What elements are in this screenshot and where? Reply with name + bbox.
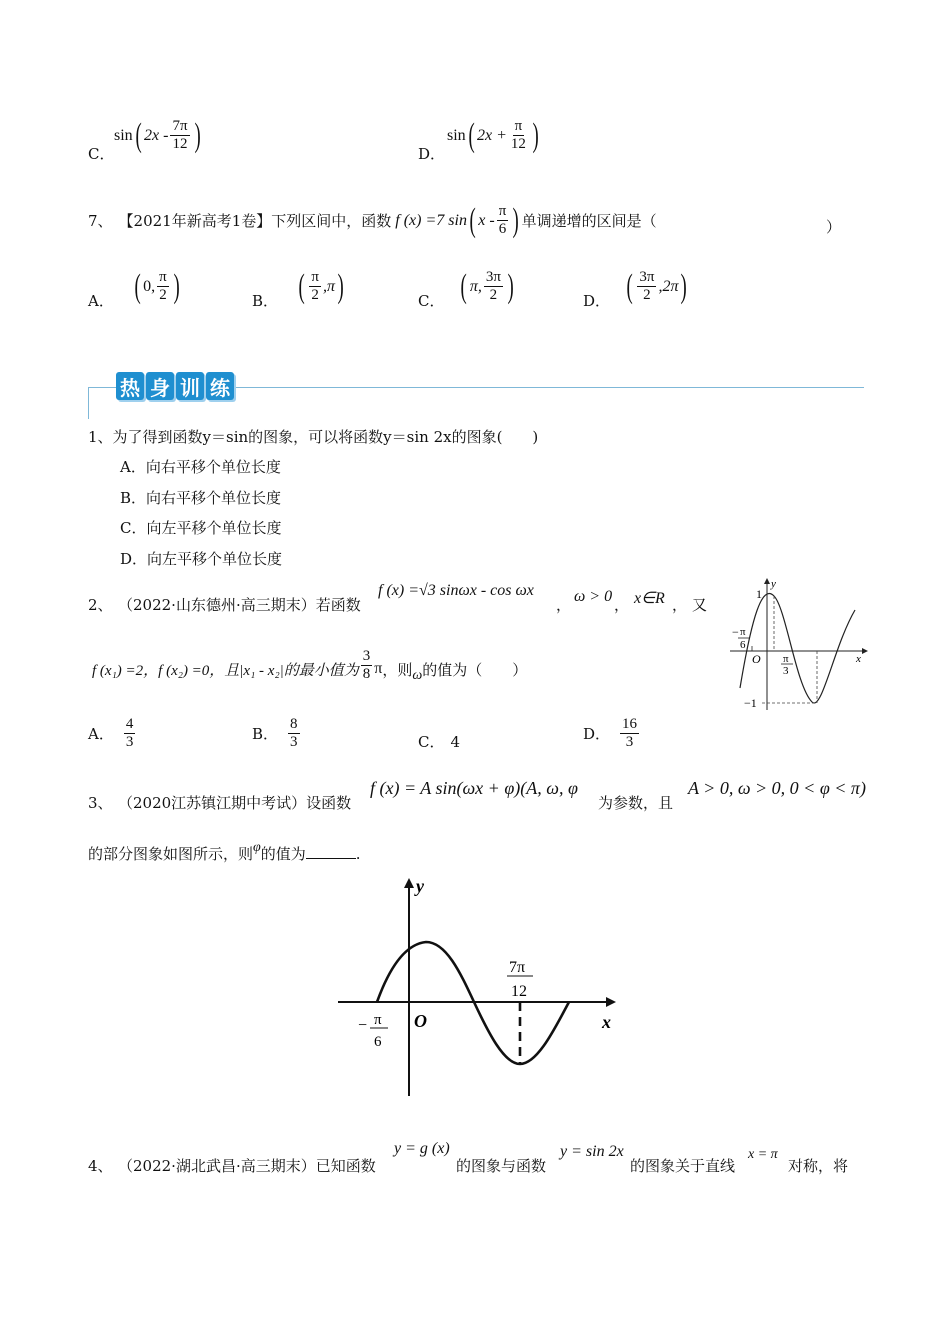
q2-graph-x-arrow <box>862 648 868 654</box>
q2-option-b-den: 3 <box>290 734 298 750</box>
option-d-label: D． <box>418 145 446 163</box>
q7-option-a-label: A． <box>88 292 114 310</box>
q4-mid1: 的图象与函数 <box>456 1157 547 1175</box>
q2-source: （2022·山东德州·高三期末）若函数 <box>118 596 361 614</box>
q1-text: 为了得到函数y＝sin的图象，可以将函数y＝sin 2x的图象( ) <box>112 428 539 446</box>
q7-source: 【2021年新高考1卷】 <box>118 212 272 230</box>
q3-cond: A > 0, ω > 0, 0 < φ < π) <box>688 778 866 798</box>
option-d-num: π <box>514 118 523 134</box>
q7-func-lhs: f (x) =7 sin <box>395 211 467 229</box>
q2-option-c <box>418 731 460 752</box>
q2-option-d <box>583 716 641 751</box>
q7-option-b-num: π <box>311 269 319 285</box>
q2-option-c-value: 4 <box>450 733 461 751</box>
q3-graph-y-label: y <box>416 876 424 896</box>
option-d-den: 12 <box>510 136 526 152</box>
q7-option-d-num: 3π <box>639 269 655 285</box>
q7-option-a-left: 0, <box>143 277 156 295</box>
q7-option-c-den: 2 <box>489 287 498 303</box>
q7-option-a-num: π <box>159 269 167 285</box>
q7-option-b: B． ( $\frac{\pi}{2}$ ,π ) <box>252 267 344 310</box>
q2-graph-y-arrow <box>764 578 770 584</box>
q3-period: . <box>355 845 361 863</box>
q2-frac-num: 3 <box>362 647 371 664</box>
q2-pi: π <box>374 660 383 677</box>
q2-graph-neg-pi: π <box>740 626 746 638</box>
q2-comma-2: ， <box>614 596 630 614</box>
q4-line: x = π <box>748 1147 778 1162</box>
q1-option-b: B．向右平移个单位长度 <box>120 489 282 507</box>
q3-graph-y-arrow <box>404 878 414 888</box>
q2-option-d-num: 16 <box>622 716 638 732</box>
q2-option-d-den: 3 <box>625 734 634 750</box>
q2-comma-1: ， <box>556 596 572 614</box>
q7-option-d-right: ,2π <box>658 277 679 295</box>
q2-comma-3: ， <box>672 596 688 614</box>
q2-option-b-label: B． <box>252 725 279 743</box>
q7-func-den: 6 <box>498 221 507 237</box>
q2-option-a-den: 3 <box>125 734 134 750</box>
option-d-func: sin <box>447 127 466 144</box>
option-c-label: C． <box>88 145 115 163</box>
q2-line-2 <box>92 647 528 684</box>
q2-option-a-num: 4 <box>125 716 134 732</box>
q2-option-b <box>252 716 302 751</box>
q2-omega: ω <box>412 668 423 683</box>
q3-graph-den: 12 <box>511 983 527 1000</box>
option-c-func: sin <box>114 127 133 144</box>
q3-func: f (x) = A sin(ωx + φ)(A, ω, φ <box>370 778 578 798</box>
q7-option-d-label: D． <box>583 292 611 310</box>
q2-func: f (x) =√3 sinωx - cos ωx <box>378 582 534 599</box>
q7-tail: 单调递增的区间是（ <box>521 212 657 230</box>
q2-graph-one: 1 <box>756 587 762 601</box>
q3-line-2 <box>88 840 361 864</box>
q2-graph-x-label: x <box>856 653 861 665</box>
q7-text: 下列区间中，函数 <box>271 212 392 230</box>
q2-graph-curve <box>740 594 855 703</box>
q2-option-a <box>88 716 137 751</box>
q3-answer-blank[interactable] <box>306 844 356 859</box>
q7-option-b-label: B． <box>252 292 279 310</box>
q3-line2-a: 的部分图象如图所示，则 <box>88 845 254 863</box>
q2-option-a-label: A． <box>88 725 114 743</box>
q2-number: 2、 <box>88 596 113 614</box>
q7-option-c: C． ( π, $\frac{3\pi}{2}$ ) <box>418 267 514 310</box>
q2-option-b-num: 8 <box>290 716 298 732</box>
q3-source: （2020江苏镇江期中考试）设函数 <box>118 794 352 812</box>
q7-option-a-den: 2 <box>159 287 167 303</box>
q2-frac-den: 8 <box>362 665 371 682</box>
section-heading-char: 训 <box>176 372 204 400</box>
q7-close-paren: ） <box>826 218 842 236</box>
q2-cond-omega: ω > 0 <box>574 588 613 605</box>
section-heading-char: 练 <box>206 372 234 400</box>
q3-number: 3、 <box>88 794 113 812</box>
q7-option-b-den: 2 <box>311 287 319 303</box>
question-1 <box>88 426 538 447</box>
option-d-expr: sin( 2x + $\frac{\pi}{12}$ ) <box>447 116 539 154</box>
q2-graph-y-label: y <box>771 578 776 590</box>
q2-graph-minus-sign: − <box>732 625 739 639</box>
q3-graph-x-label: x <box>602 1012 611 1032</box>
question-7: 7、 【2021年新高考1卷】 下列区间中，函数 f (x) =7 sin ( x - $\frac{\pi}{6}$ ) 单调递增的区间是（ <box>88 201 657 239</box>
q2-line2-a: f (x₁) =2，f (x₂) =0，且|x₁ - x₂|的最小值为 <box>92 662 359 679</box>
q3-graph <box>334 876 624 1098</box>
q4-g: y = g (x) <box>394 1140 450 1157</box>
q3-line2-b: 的值为 <box>260 845 306 863</box>
option-c-expr: sin( 2x - $\frac{7\pi}{12}$ ) <box>114 116 201 154</box>
q2-line2-b: ，则 <box>382 660 413 679</box>
section-heading-char: 身 <box>146 372 174 400</box>
q7-option-c-num: 3π <box>485 269 501 285</box>
q3-graph-origin: O <box>414 1011 427 1031</box>
q2-line2-c: 的值为（ ） <box>422 660 528 679</box>
q7-option-d: D． ( $\frac{3\pi}{2}$ ,2π ) <box>583 267 688 310</box>
q3-graph-minus: − <box>358 1017 368 1034</box>
q7-option-d-den: 2 <box>643 287 651 303</box>
q4-number: 4、 <box>88 1157 113 1175</box>
q7-func-num: π <box>498 203 507 219</box>
q2-graph-minus-one: −1 <box>744 696 757 710</box>
section-heading <box>116 372 234 400</box>
q3-graph-num: 7π <box>509 959 526 976</box>
q7-number: 7、 <box>88 212 113 230</box>
q4-source: （2022·湖北武昌·高三期末）已知函数 <box>118 1157 376 1175</box>
option-c-inner: 2x - <box>144 127 169 144</box>
q1-number: 1、 <box>88 428 113 446</box>
q2-option-c-label: C． <box>418 733 445 751</box>
option-c-num: 7π <box>172 118 188 134</box>
q1-option-a: A．向右平移个单位长度 <box>120 458 281 476</box>
q7-option-b-right: ,π <box>322 277 335 295</box>
q1-option-c: C．向左平移个单位长度 <box>120 519 282 537</box>
section-heading-char: 热 <box>116 372 144 400</box>
q2-graph-origin: O <box>752 652 761 666</box>
q7-option-c-label: C． <box>418 292 445 310</box>
q4-mid2: 的图象关于直线 <box>630 1157 736 1175</box>
section-divider-vline <box>88 387 89 419</box>
q7-func-inner: x - <box>478 211 495 229</box>
q3-graph-neg-num: π <box>374 1012 382 1028</box>
q2-graph-pi3-den: 3 <box>783 665 789 677</box>
option-c-den: 12 <box>172 136 188 152</box>
q2-graph-pi3: π <box>783 653 789 665</box>
q2-you: 又 <box>692 596 708 614</box>
q7-option-a: A． ( 0, $\frac{\pi}{2}$ ) <box>88 267 180 310</box>
q1-option-d: D．向左平移个单位长度 <box>120 550 283 568</box>
q3-phi: φ <box>253 840 261 855</box>
q4-sin: y = sin 2x <box>560 1143 624 1160</box>
q2-cond-x: x∈R <box>634 590 665 607</box>
q3-graph-x-arrow <box>606 997 616 1007</box>
q2-option-d-label: D． <box>583 725 611 743</box>
q2-graph <box>722 576 868 714</box>
q7-option-c-left: π, <box>469 277 482 295</box>
option-d-inner: 2x + <box>477 127 507 144</box>
q4-tail: 对称，将 <box>788 1157 849 1175</box>
q3-tail1: 为参数，且 <box>598 794 674 812</box>
q3-graph-neg-den: 6 <box>374 1034 382 1050</box>
q2-graph-neg-pi-den: 6 <box>740 639 746 651</box>
